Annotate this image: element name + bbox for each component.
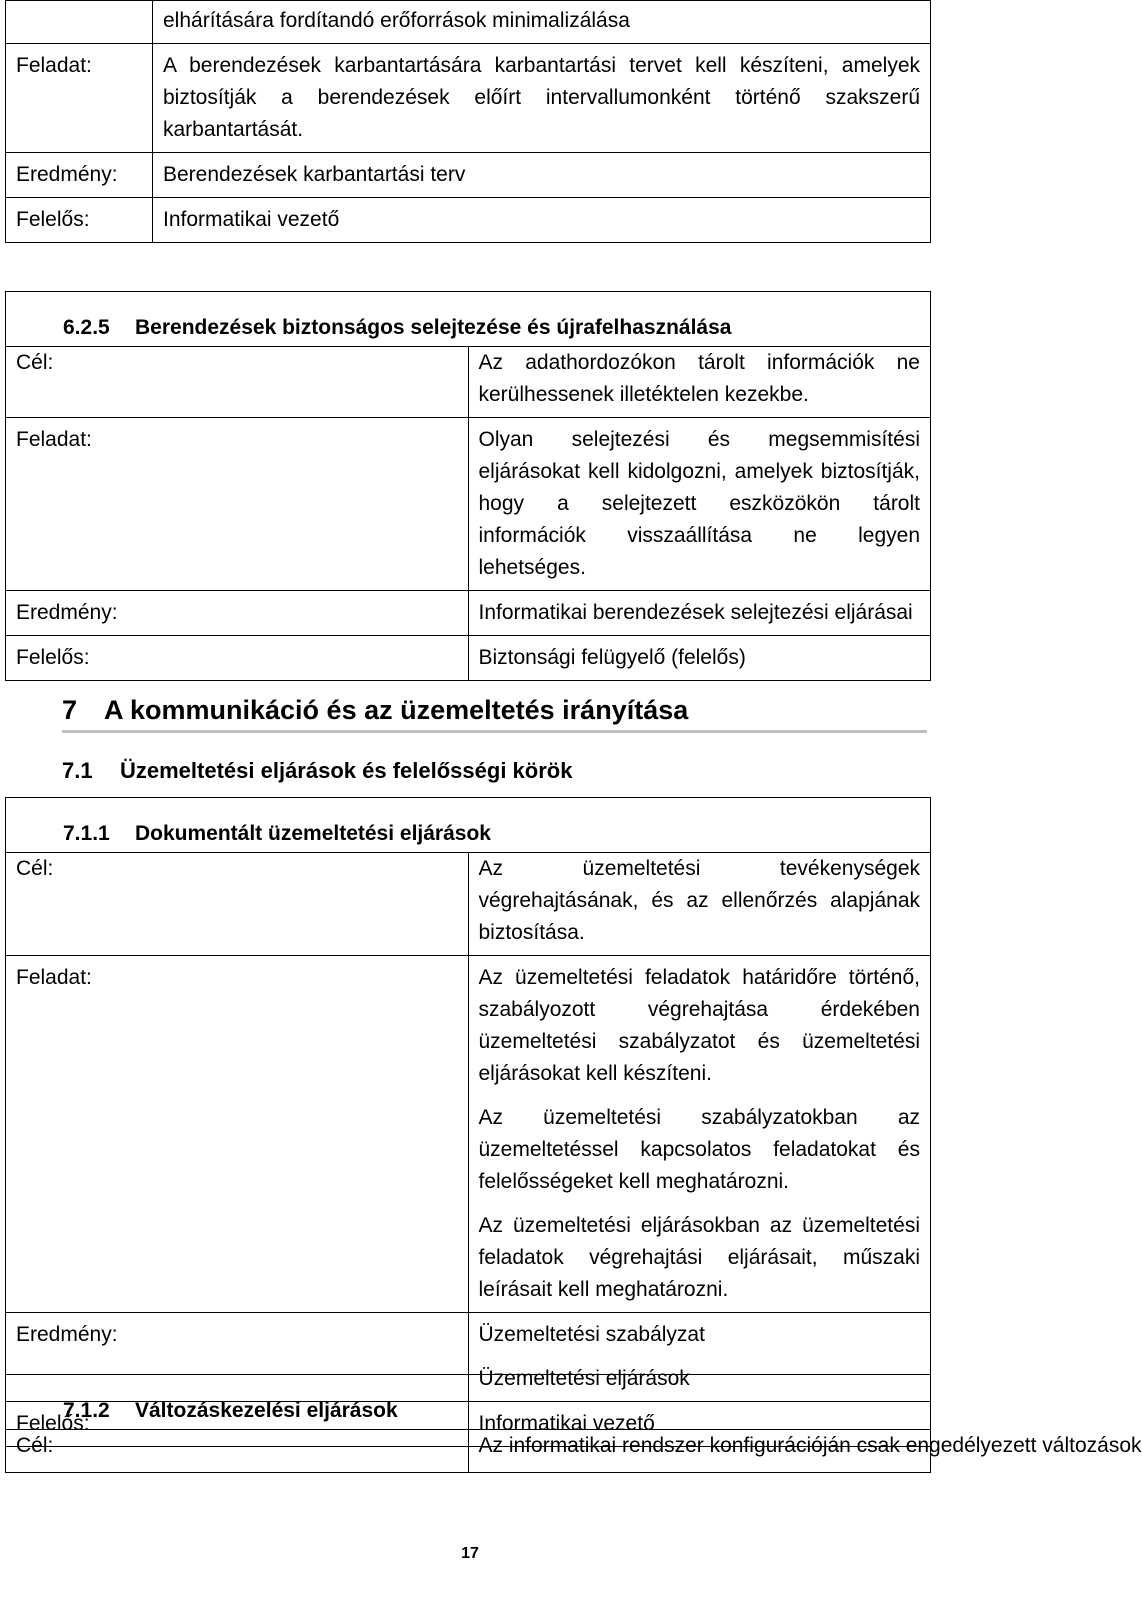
section-number: 7.1: [62, 758, 93, 783]
heading-title: Változáskezelési eljárások: [135, 1399, 398, 1422]
label-eredmeny: Eredmény:: [6, 153, 153, 198]
section-heading-625: [6, 292, 931, 347]
table-selejtezes: [5, 291, 931, 681]
cel-text: Az adathordozókon tárolt információk ne kerülhessenek illetéktelen kezekbe.: [468, 347, 931, 418]
heading-number: 7.1.1: [63, 822, 110, 845]
feladat-text: A berendezések karbantartására karbantartási tervet kell készíteni, amelyek biztosítják a berendezések előírt intervallumonként történő szakszerű karbantartását.: [153, 44, 931, 153]
section-title: Üzemeltetési eljárások és felelősségi körök: [120, 758, 573, 783]
cel-text: Az üzemeltetési tevékenységek végrehajtásának, és az ellenőrzés alapjának biztosítása.: [468, 853, 931, 956]
felelos-text: Biztonsági felügyelő (felelős): [468, 636, 931, 681]
label-cel: Cél:: [6, 853, 469, 956]
feladat-paragraph: Az üzemeltetési eljárásokban az üzemeltetési feladatok végrehajtási eljárásait, műszaki leírásait kell meghatározni.: [478, 1214, 920, 1301]
felelos-text: Informatikai vezető: [153, 198, 931, 243]
heading-title: Berendezések biztonságos selejtezése és újrafelhasználása: [135, 316, 732, 339]
felelos-text: Informatikai vezető: [468, 1402, 931, 1447]
heading-number: 7.1.2: [63, 1399, 110, 1422]
label-feladat: Feladat:: [6, 44, 153, 153]
table-valtozaskezeles: [5, 1374, 1142, 1473]
label-eredmeny: Eredmény:: [6, 591, 469, 636]
label-feladat: Feladat:: [6, 956, 469, 1313]
feladat-text: Olyan selejtezési és megsemmisítési eljárásokat kell kidolgozni, amelyek biztosítják, hogy a selejtezett eszközökön tárolt információk visszaállítása ne legyen lehetséges.: [468, 418, 931, 591]
heading-number: 6.2.5: [63, 316, 110, 339]
label-empty: [6, 1, 153, 44]
feladat-cell: [468, 956, 931, 1313]
top-text: elhárítására fordítandó erőforrások minimalizálása: [153, 1, 931, 44]
eredmeny-text: Berendezések karbantartási terv: [153, 153, 931, 198]
feladat-paragraph: Az üzemeltetési feladatok határidőre történő, szabályozott végrehajtása érdekében üzemeltetési szabályzatot és üzemeltetési eljárásokat kell készíteni.: [478, 966, 920, 1085]
eredmeny-text: Informatikai berendezések selejtezési eljárásai: [468, 591, 931, 636]
table-uzemeltetes: [5, 797, 931, 1447]
page-number: 17: [461, 1545, 479, 1562]
eredmeny-item: Üzemeltetési eljárások: [478, 1367, 690, 1390]
section-heading-711: [6, 798, 931, 853]
section-title: A kommunikáció és az üzemeltetés irányítása: [104, 695, 689, 725]
label-felelos: Felelős:: [6, 1402, 469, 1447]
cel-text: Az informatikai rendszer konfigurációján csak engedélyezett változások: [468, 1430, 931, 1473]
table-karbantartas: [5, 0, 931, 243]
section-heading-712: [6, 1375, 931, 1430]
label-cel: Cél:: [6, 347, 469, 418]
label-feladat: Feladat:: [6, 418, 469, 591]
label-felelos: Felelős:: [6, 198, 153, 243]
section-heading-71: [62, 756, 572, 786]
section-number: 7: [62, 695, 78, 725]
heading-title: Dokumentált üzemeltetési eljárások: [135, 822, 491, 845]
label-cel: Cél:: [6, 1430, 469, 1473]
section-heading-7: [62, 690, 927, 733]
feladat-paragraph: Az üzemeltetési szabályzatokban az üzemeltetéssel kapcsolatos feladatokat és felelősségeket kell meghatározni.: [478, 1106, 920, 1193]
label-eredmeny: Eredmény:: [6, 1313, 469, 1402]
label-felelos: Felelős:: [6, 636, 469, 681]
eredmeny-item: Üzemeltetési szabályzat: [478, 1323, 705, 1346]
